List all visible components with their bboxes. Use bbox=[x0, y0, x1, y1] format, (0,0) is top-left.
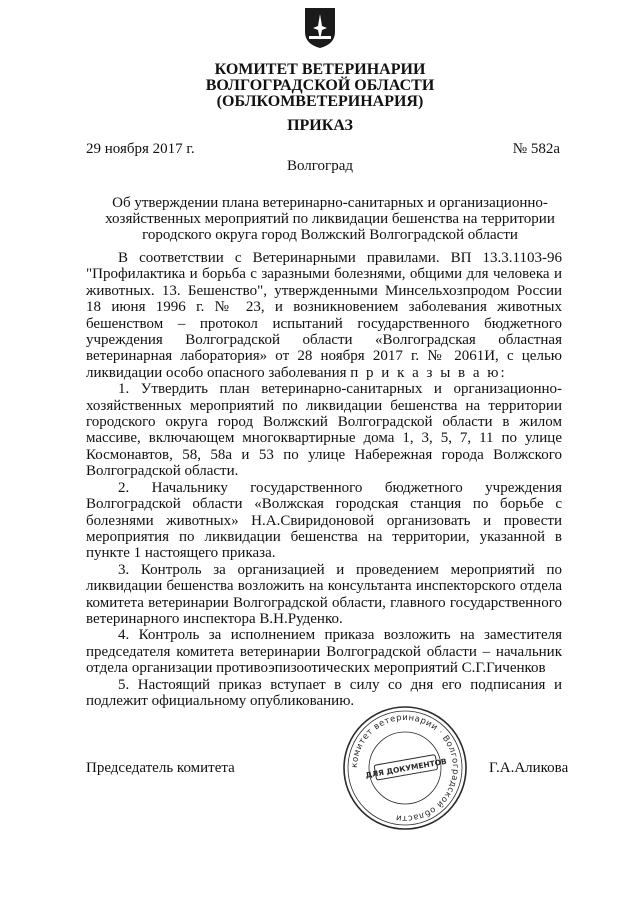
order-word: п р и к а з ы в а ю: bbox=[350, 364, 507, 381]
stamp-ring-text: комитет ветеринарии · Волгоградской области bbox=[349, 712, 461, 824]
document-number: № 582а bbox=[512, 141, 560, 157]
item-1: 1. Утвердить план ветеринарно-санитарных и организационно-хозяйственных мероприятий по ликвидации бешенства на территории городского округа город Волжский Волгоградской области в жилом массиве, включающем многоквартирные дома 1, 3, 5, 7, 11 по улице Космонавтов, 58, 58а и 53 по улице Набережная города Волжского Волгоградской области. bbox=[86, 381, 562, 480]
intro-text: В соответствии с Ветеринарными правилами. ВП 13.3.1103-96 "Профилактика и борьба с заразными болезнями, общими для человека и животных. 13. Бешенство", утвержденными Минсельхозпродом России 18 июня 1996 г. № 23, и возникновением заболевания животных бешенством – протокол испытаний государственного бюджетного учреждения Волгоградской области «Волгоградская областная ветеринарная лаборатория» от 28 ноября 2017 г. № 2061И, с целью ликвидации особо опасного заболевания bbox=[86, 250, 562, 381]
item-5: 5. Настоящий приказ вступает в силу со дня его подписания и подлежит официальному опубликованию. bbox=[86, 676, 562, 709]
document-subject: Об утверждении плана ветеринарно-санитарных и организационно-хозяйственных мероприятий по ликвидации бешенства на территории городского округа город Волжский Волгоградской области bbox=[105, 195, 555, 243]
stamp-center-text: ДЛЯ ДОКУМЕНТОВ bbox=[364, 756, 448, 780]
document-type: ПРИКАЗ bbox=[287, 117, 353, 134]
document-body bbox=[86, 250, 562, 709]
signatory-name: Г.А.Аликова bbox=[489, 760, 569, 776]
item-4: 4. Контроль за исполнением приказа возложить на заместителя председателя комитета ветеринарии Волгоградской области – начальник отдела организации противоэпизоотических мероприятий С.Г.Гиченков bbox=[86, 627, 562, 677]
item-3: 3. Контроль за организацией и проведением мероприятий по ликвидации бешенства возложить на консультанта инспекторского отдела комитета ветеринарии Волгоградской области, главного государственного ветеринарного инспектора В.Н.Руденко. bbox=[86, 561, 562, 627]
intro-paragraph bbox=[86, 250, 562, 381]
signatory-position: Председатель комитета bbox=[86, 760, 235, 776]
official-stamp bbox=[340, 703, 470, 833]
document-date: 29 ноября 2017 г. bbox=[86, 141, 195, 157]
coat-of-arms-emblem bbox=[303, 6, 337, 50]
document-city: Волгоград bbox=[286, 158, 353, 174]
item-2: 2. Начальнику государственного бюджетного учреждения Волгоградской области «Волжская городская станция по борьбе с болезнями животных» Н.А.Свиридоновой организовать и провести мероприятия по ликвидации бешенства на территории, указанной в пункте 1 настоящего приказа. bbox=[86, 479, 562, 562]
org-name-line2: ВОЛГОГРАДСКОЙ ОБЛАСТИ bbox=[205, 77, 435, 94]
org-abbreviation: (ОБЛКОМВЕТЕРИНАРИЯ) bbox=[216, 93, 424, 110]
org-name-line1: КОМИТЕТ ВЕТЕРИНАРИИ bbox=[214, 61, 426, 78]
